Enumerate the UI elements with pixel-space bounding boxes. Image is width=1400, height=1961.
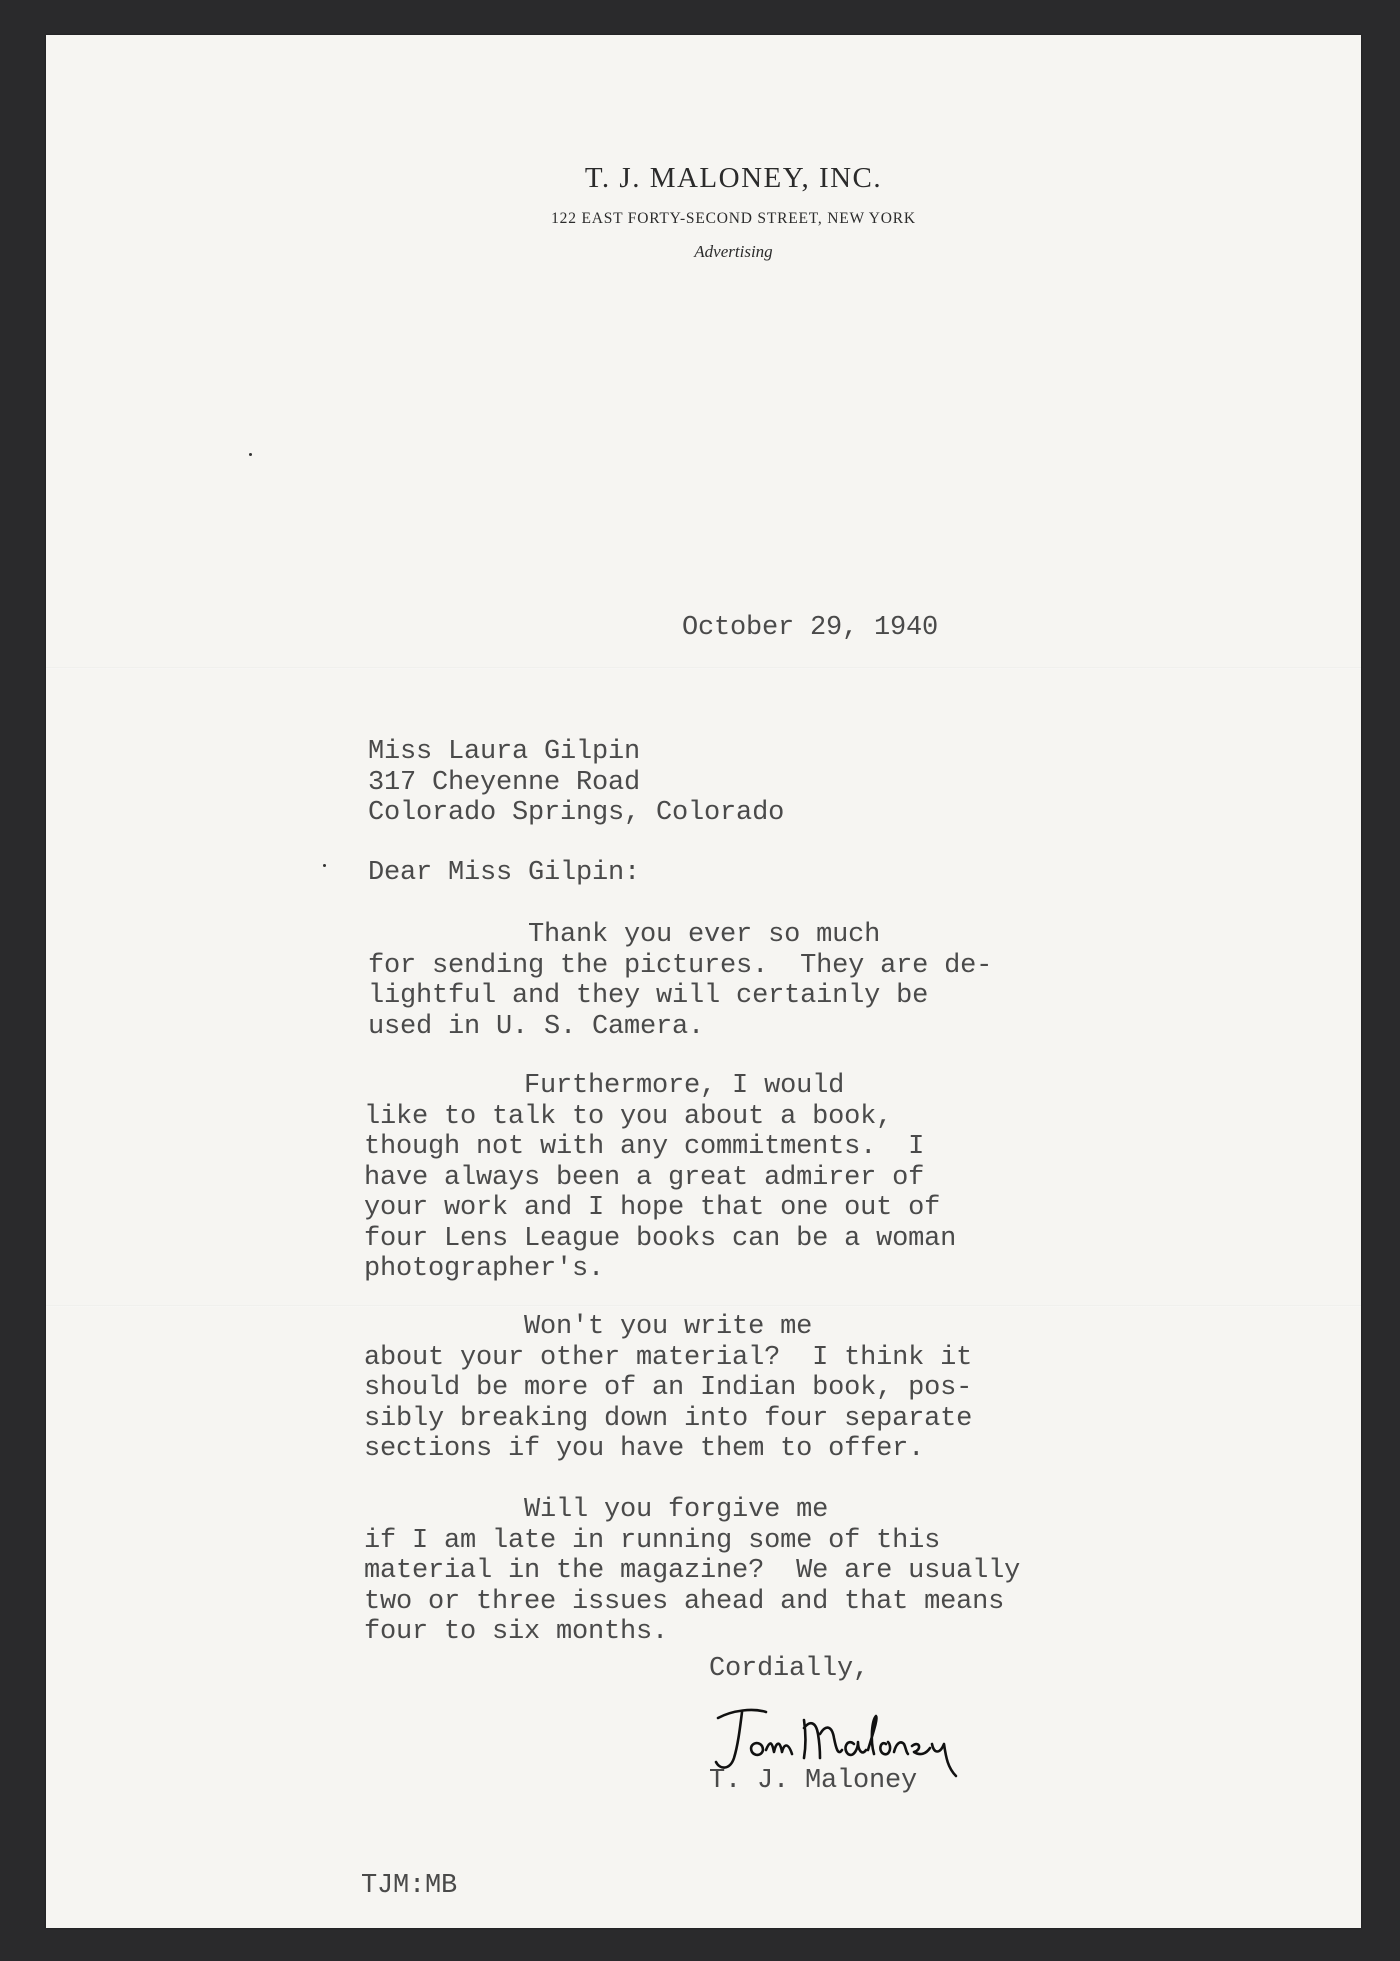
- letterhead-department: Advertising: [694, 242, 773, 261]
- paper-speck: [323, 864, 326, 867]
- letter-date: October 29, 1940: [682, 613, 939, 643]
- letter-page: [46, 35, 1361, 1928]
- body-paragraph-2: Furthermore, I would like to talk to you about a book, though not with any commitments. I have always been a great admirer of your work and I hope that one out of four Lens League books can be a woman photographer's.: [364, 1071, 957, 1284]
- body-paragraph-4: Will you forgive me if I am late in running some of this material in the magazine? We are usually two or three issues ahead and that means four to six months.: [364, 1495, 1021, 1647]
- letterhead-address: 122 EAST FORTY-SECOND STREET, NEW YORK: [551, 210, 916, 227]
- letterhead-company: T. J. MALONEY, INC.: [584, 162, 883, 194]
- recipient-city: Colorado Springs, Colorado: [368, 798, 785, 828]
- recipient-name: Miss Laura Gilpin: [368, 737, 641, 767]
- signer-name: T. J. Maloney: [709, 1766, 918, 1796]
- salutation: Dear Miss Gilpin:: [368, 858, 641, 888]
- fold-line-upper: [46, 667, 1361, 669]
- recipient-street: 317 Cheyenne Road: [368, 767, 641, 798]
- body-paragraph-1: Thank you ever so much for sending the pictures. They are de- lightful and they will certainly be used in U. S. Camera.: [368, 920, 993, 1042]
- fold-line-lower: [46, 1305, 1361, 1307]
- recipient-address: [368, 737, 784, 829]
- closing: Cordially,: [709, 1654, 870, 1684]
- reference-initials: TJM:MB: [361, 1871, 458, 1901]
- paper-speck: [249, 453, 252, 456]
- body-paragraph-3: Won't you write me about your other material? I think it should be more of an Indian book, pos- sibly breaking down into four separate sections if you have them to offer.: [364, 1312, 973, 1464]
